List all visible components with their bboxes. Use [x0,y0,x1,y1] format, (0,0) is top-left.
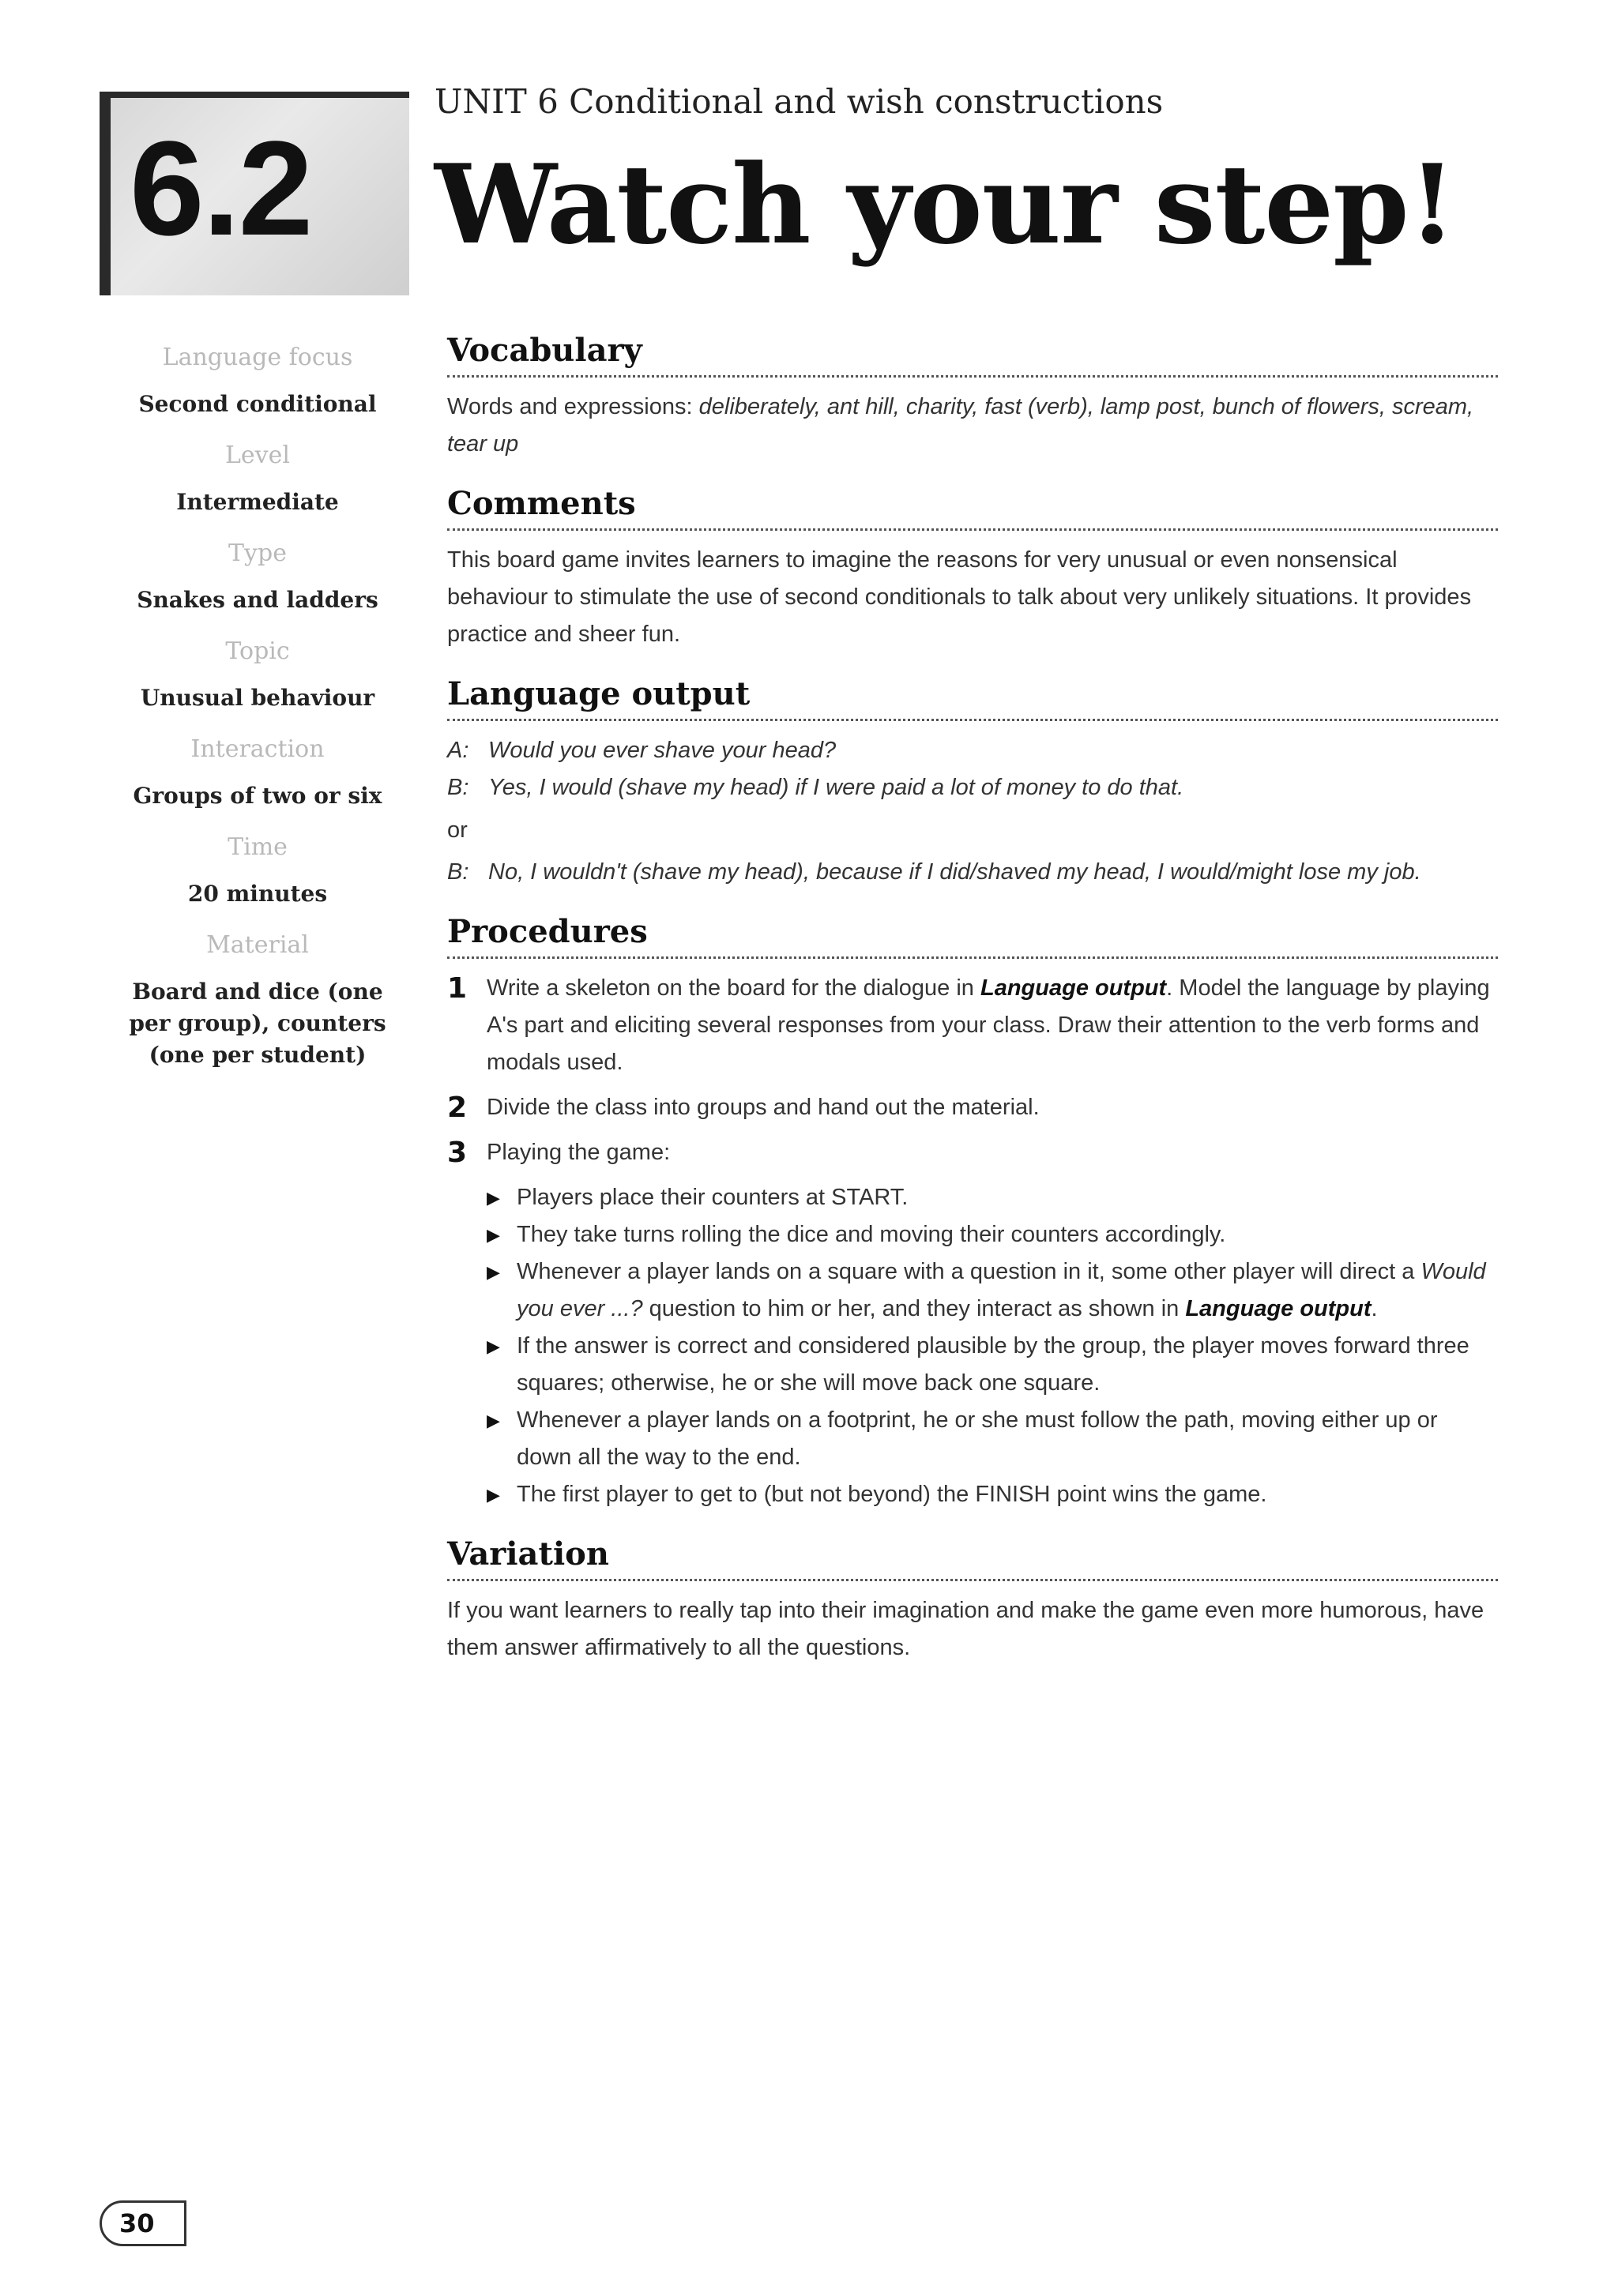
page-title: Watch your step! [435,140,1456,269]
procedure-step [447,1089,1498,1126]
procedure-step-text: Divide the class into groups and hand out the material. [487,1095,1040,1120]
dialogue-text: Would you ever shave your head? [488,738,837,763]
sidebar-value-type: Snakes and ladders [137,587,378,613]
unit-label: UNIT 6 Conditional and wish constructions [435,82,1164,121]
vocabulary-section [447,332,1498,463]
sidebar-label-language-focus: Language focus [162,344,353,371]
sidebar-value-time: 20 minutes [187,881,328,907]
dialogue-line [447,769,1498,806]
dialogue-line-alt [447,854,1498,891]
dialogue-speaker: B: [447,775,469,800]
list-item-text: Players place their counters at START. [517,1185,909,1210]
bullet-icon: ▶ [487,1411,500,1430]
list-item-text [517,1253,1498,1328]
procedure-step-number: 1 [447,972,468,1005]
vocabulary-prefix: Words and expressions: [447,394,699,419]
vocabulary-heading: Vocabulary [447,332,1498,378]
list-item-text: Whenever a player lands on a footprint, he or she must follow the path, moving either up or down all the way to the end. [517,1407,1438,1470]
main-content [447,332,1498,1689]
sidebar-label-material: Material [206,931,309,959]
dialogue-speaker: B: [447,859,469,885]
game-rules-list [487,1179,1498,1513]
bullet-icon: ▶ [487,1225,500,1245]
variation-heading: Variation [447,1535,1498,1581]
sidebar-label-level: Level [225,442,290,469]
list-item-text-part: Would you ever ...? [517,1259,1486,1321]
sidebar [111,340,404,1088]
list-item [487,1476,1498,1513]
sidebar-value-material: Board and dice (one per group), counters (one per student) [129,979,386,1068]
bullet-icon: ▶ [487,1188,500,1208]
bullet-icon: ▶ [487,1336,500,1356]
list-item-text-part: question to him or her, and they interact as shown in [642,1296,1186,1321]
dialogue-or: or [447,817,468,843]
language-output-section [447,675,1498,891]
procedure-step [447,970,1498,1081]
list-item [487,1253,1498,1328]
list-item [487,1402,1498,1476]
list-item-text-part: Whenever a player lands on a square with a question in it, some other player will direct a [517,1259,1421,1284]
page-number: 30 [100,2200,186,2246]
language-output-ref: Language output [1185,1296,1372,1321]
variation-text: If you want learners to really tap into their imagination and make the game even more humorous, have them answer affirmatively to all the questions. [447,1598,1484,1660]
procedures-section [447,913,1498,1513]
list-item-text: The first player to get to (but not beyond) the FINISH point wins the game. [517,1482,1267,1507]
procedure-step-number: 2 [447,1092,468,1124]
procedure-step-text-part: . Model the language by playing A's part and eliciting several responses from your class. Draw their attention to the verb forms and modals used. [487,975,1490,1075]
unit-number: 6.2 [130,114,312,264]
procedure-step-text-part: Write a skeleton on the board for the dialogue in [487,975,980,1001]
sidebar-label-type: Type [228,539,287,567]
list-item [487,1216,1498,1253]
sidebar-label-interaction: Interaction [190,735,325,763]
procedure-step-text: Playing the game: [487,1140,671,1165]
procedures-heading: Procedures [447,913,1498,959]
sidebar-label-topic: Topic [225,637,290,665]
list-item [487,1328,1498,1402]
sidebar-value-topic: Unusual behaviour [140,685,375,711]
dialogue-text: Yes, I would (shave my head) if I were paid a lot of money to do that. [488,775,1184,800]
bullet-icon: ▶ [487,1262,500,1282]
sidebar-value-level: Intermediate [176,489,339,515]
vocabulary-text [447,389,1498,463]
language-output-heading: Language output [447,675,1498,721]
list-item-text: They take turns rolling the dice and moving their counters accordingly. [517,1222,1226,1247]
procedure-step [447,1134,1498,1171]
comments-text: This board game invites learners to imagine the reasons for very unusual or even nonsensical behaviour to stimulate the use of second conditionals to talk about very unlikely situations. It provides practice and sheer fun. [447,547,1472,647]
list-item-text-part: . [1371,1296,1378,1321]
variation-section [447,1535,1498,1667]
procedure-step-number: 3 [447,1137,468,1169]
dialogue-speaker: A: [447,738,469,763]
dialogue-line [447,732,1498,769]
unit-number-box [100,92,409,295]
comments-heading: Comments [447,485,1498,531]
list-item [487,1179,1498,1216]
comments-section [447,485,1498,653]
sidebar-value-interaction: Groups of two or six [133,783,382,809]
sidebar-value-language-focus: Second conditional [138,391,377,417]
dialogue-text: No, I wouldn't (shave my head), because if I did/shaved my head, I would/might lose my job. [488,859,1421,885]
sidebar-label-time: Time [228,833,288,861]
language-output-ref: Language output [980,975,1167,1001]
bullet-icon: ▶ [487,1485,500,1505]
procedure-step-text [487,970,1498,1081]
vocabulary-items: deliberately, ant hill, charity, fast (verb), lamp post, bunch of flowers, scream, tear up [447,394,1474,457]
list-item-text: If the answer is correct and considered plausible by the group, the player moves forward three squares; otherwise, he or she will move back one square. [517,1333,1469,1396]
